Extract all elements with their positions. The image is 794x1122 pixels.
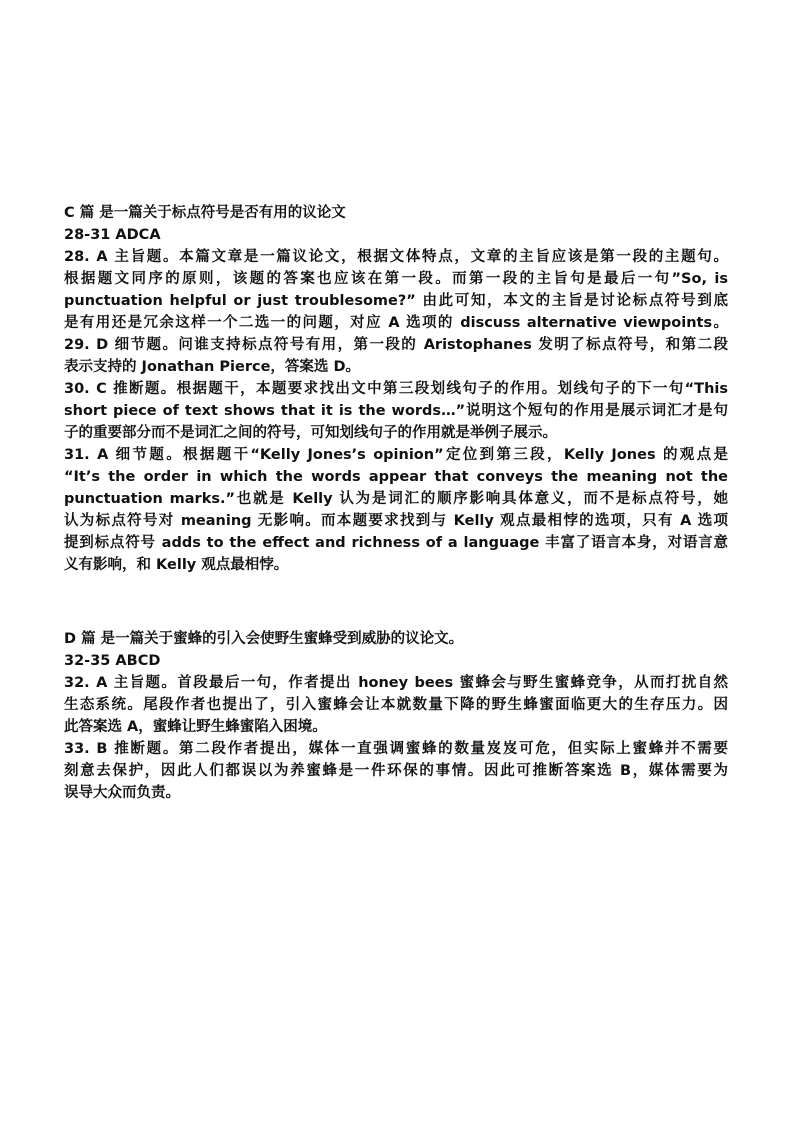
question-32 — [64, 672, 728, 738]
answer-key: 32-35 ABCD — [64, 653, 161, 669]
text-line: 认为标点符号对 meaning 无影响。而本题要求找到与 Kelly 观点最相悖的选项，只有 A 选项 — [64, 513, 728, 529]
text-line: 子的重要部分而不是词汇之间的符号，可知划线句子的作用就是举例子展示。 — [64, 425, 557, 441]
text-line: 表示支持的 Jonathan Pierce，答案选 D。 — [64, 359, 361, 375]
question-28 — [64, 246, 728, 334]
text-line: 生态系统。尾段作者也提出了，引入蜜蜂会让本就数量下降的野生蜂蜜面临更大的生存压力。因 — [64, 697, 728, 713]
text-line: 误导大众而负责。 — [64, 785, 180, 801]
question-31 — [64, 444, 728, 576]
text-line: 提到标点符号 adds to the effect and richness of a language 丰富了语言本身，对语言意 — [64, 535, 728, 551]
text-line: 此答案选 A，蜜蜂让野生蜂蜜陷入困境。 — [64, 719, 327, 735]
text-line: 义有影响，和 Kelly 观点最相悖。 — [64, 557, 289, 573]
text-line: “It’s the order in which the words appear that conveys the meaning not the — [64, 469, 728, 485]
question-33 — [64, 738, 728, 804]
text-line: 刻意去保护，因此人们都误以为养蜜蜂是一件环保的事情。因此可推断答案选 B，媒体需要为 — [64, 763, 728, 779]
text-line: 28. A 主旨题。本篇文章是一篇议论文，根据文体特点，文章的主旨应该是第一段的主题句。 — [64, 249, 728, 265]
section-heading: D 篇 是一篇关于蜜蜂的引入会使野生蜜蜂受到威胁的议论文。 — [64, 631, 464, 647]
text-line: 30. C 推断题。根据题干，本题要求找出文中第三段划线句子的作用。划线句子的下一句“This — [64, 381, 728, 397]
text-line: 根据题文同序的原则，该题的答案也应该在第一段。而第一段的主旨句是最后一句”So, is — [64, 271, 728, 287]
section-heading: C 篇 是一篇关于标点符号是否有用的议论文 — [64, 205, 346, 221]
section-d — [64, 628, 728, 804]
text-line: 是有用还是冗余这样一个二选一的问题，对应 A 选项的 discuss alternative viewpoints。 — [64, 315, 728, 331]
text-line: 32. A 主旨题。首段最后一句，作者提出 honey bees 蜜蜂会与野生蜜蜂竞争，从而打扰自然 — [64, 675, 728, 691]
question-29 — [64, 334, 728, 378]
text-line: short piece of text shows that it is the words…”说明这个短句的作用是展示词汇才是句 — [64, 403, 728, 419]
question-30 — [64, 378, 728, 444]
text-line: 33. B 推断题。第二段作者提出，媒体一直强调蜜蜂的数量岌岌可危，但实际上蜜蜂并不需要 — [64, 741, 728, 757]
answer-key: 28-31 ADCA — [64, 227, 161, 243]
text-line: 31. A 细节题。根据题干“Kelly Jones’s opinion”定位到第三段，Kelly Jones 的观点是 — [64, 447, 728, 463]
text-line: 29. D 细节题。问谁支持标点符号有用，第一段的 Aristophanes 发明了标点符号，和第二段 — [64, 337, 728, 353]
text-line: punctuation helpful or just troublesome?” 由此可知，本文的主旨是讨论标点符号到底 — [64, 293, 728, 309]
section-c — [64, 202, 728, 576]
text-line: punctuation marks.”也就是 Kelly 认为是词汇的顺序影响具体意义，而不是标点符号，她 — [64, 491, 728, 507]
